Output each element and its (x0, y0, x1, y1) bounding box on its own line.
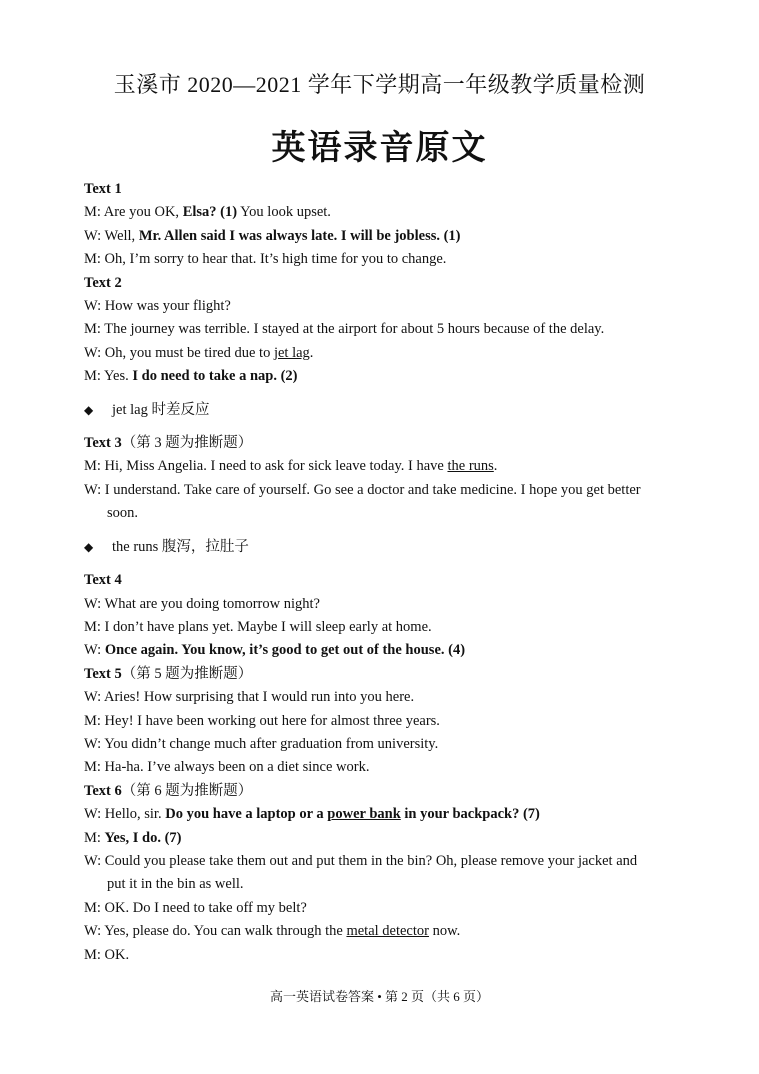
transcript-line: W: What are you doing tomorrow night? (84, 595, 320, 612)
vocab-note (84, 399, 694, 422)
answer-key-text: Once again. You know, it’s good to get out of the house. (4) (104, 642, 466, 659)
exam-header: 玉溪市 2020—2021 学年下学期高一年级教学质量检测 (113, 72, 646, 97)
transcript-line (84, 201, 694, 224)
diamond-bullet-icon: ◆ (84, 539, 94, 554)
answer-key-text: Elsa? (1) (182, 204, 238, 221)
transcript-line (84, 455, 694, 478)
line-text: W: Yes, please do. You can walk through the (84, 923, 347, 940)
transcript-line: W: I understand. Take care of yourself. Go see a doctor and take medicine. I hope you get better (84, 481, 641, 498)
line-text: W: Hello, sir. (84, 806, 166, 823)
line-text: now. (428, 923, 461, 940)
transcript-line: M: Ha-ha. I’ve always been on a diet since work. (84, 759, 370, 776)
heading-note: （第 3 题为推断题） (121, 435, 253, 452)
transcript-line: M: Hey! I have been working out here for almost three years. (84, 712, 440, 729)
line-text: You look upset. (237, 204, 331, 221)
line-text: M: Hi, Miss Angelia. I need to ask for sick leave today. I have (84, 458, 448, 475)
line-text: . (493, 458, 498, 475)
transcript-line (84, 342, 694, 365)
text-4-heading: Text 4 (84, 572, 122, 589)
line-text: M: Yes. (84, 368, 133, 385)
transcript-line (84, 920, 694, 943)
transcript-line: W: Aries! How surprising that I would run into you here. (84, 689, 415, 706)
line-text: . (309, 344, 314, 361)
vocab-term: jet lag (273, 344, 310, 361)
transcript-line (84, 365, 694, 388)
transcript-line: M: OK. (84, 946, 130, 963)
text-2-heading: Text 2 (84, 274, 122, 291)
transcript-line: W: How was your flight? (84, 298, 231, 315)
transcript-line: M: OK. Do I need to take off my belt? (84, 899, 307, 916)
transcript-line: M: I don’t have plans yet. Maybe I will sleep early at home. (84, 618, 432, 635)
transcript-line (84, 827, 694, 850)
text-3-heading (84, 432, 694, 455)
transcript-line: W: Could you please take them out and put them in the bin? Oh, please remove your jacket and (84, 852, 638, 869)
transcript-line (84, 225, 694, 248)
heading-note: （第 6 题为推断题） (121, 782, 253, 799)
vocab-term: metal detector (346, 923, 429, 940)
answer-key-text: I do need to take a nap. (2) (132, 368, 298, 385)
heading-label: Text 3 (84, 435, 122, 452)
vocab-term: the runs (447, 458, 494, 475)
answer-key-text: Yes, I do. (7) (104, 829, 182, 846)
text-5-heading (84, 663, 694, 686)
line-text: W: (84, 642, 105, 659)
line-text: M: Are you OK, (84, 204, 183, 221)
transcript-line-continued: put it in the bin as well. (107, 876, 244, 893)
vocab-note (84, 536, 694, 559)
answer-key-text: Mr. Allen said I was always late. I will be jobless. (1) (138, 227, 461, 244)
transcript-line: W: You didn’t change much after graduation from university. (84, 735, 439, 752)
line-text: W: Oh, you must be tired due to (84, 344, 274, 361)
vocab-term: power bank (327, 806, 401, 823)
line-text: M: (84, 829, 105, 846)
transcript-line: M: Oh, I’m sorry to hear that. It’s high time for you to change. (84, 251, 447, 268)
transcript-body (84, 178, 694, 967)
text-6-heading (84, 780, 694, 803)
vocab-note-text: jet lag 时差反应 (112, 401, 210, 418)
heading-label: Text 5 (84, 665, 122, 682)
text-1-heading: Text 1 (84, 181, 122, 197)
page-title: 英语录音原文 (271, 128, 488, 168)
answer-key-text: in your backpack? (7) (400, 806, 540, 823)
line-text: W: Well, (84, 227, 139, 244)
diamond-bullet-icon: ◆ (84, 402, 94, 417)
transcript-line-continued: soon. (107, 505, 139, 522)
heading-note: （第 5 题为推断题） (121, 665, 253, 682)
page-footer: 高一英语试卷答案 • 第 2 页（共 6 页） (269, 989, 490, 1004)
heading-label: Text 6 (84, 782, 122, 799)
transcript-line: M: The journey was terrible. I stayed at the airport for about 5 hours because of the delay. (84, 321, 605, 338)
vocab-note-text: the runs 腹泻，拉肚子 (112, 538, 249, 555)
transcript-line (84, 803, 694, 826)
transcript-line (84, 639, 694, 662)
answer-key-text: Do you have a laptop or a (165, 806, 328, 823)
